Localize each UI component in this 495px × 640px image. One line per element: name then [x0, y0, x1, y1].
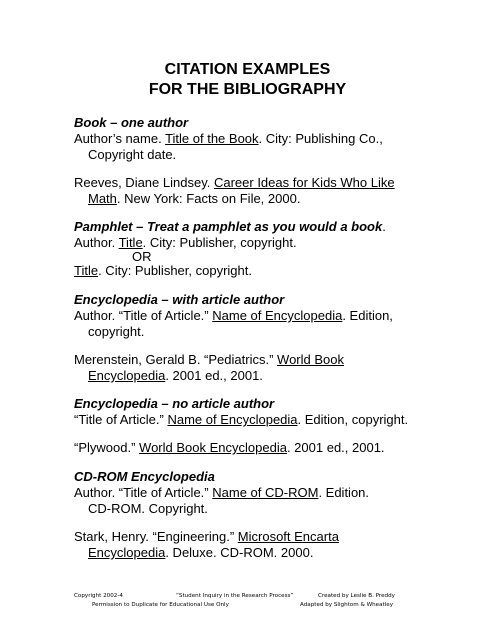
text: . Edition.	[318, 485, 370, 500]
cdrom-format-line2: CD-ROM. Copyright.	[88, 501, 208, 516]
book-example-title: Career Ideas for Kids Who Like	[213, 175, 395, 190]
text: Author. “Title of Article.”	[74, 485, 209, 500]
enc-author-heading: Encyclopedia – with article author	[74, 292, 285, 307]
text: . 2001 ed., 2001.	[165, 368, 263, 383]
text: Author’s name.	[74, 131, 162, 146]
enc-author-example-line1	[74, 352, 344, 368]
text: .	[382, 219, 386, 234]
text: . Deluxe. CD-ROM. 2000.	[165, 545, 314, 560]
enc-author-format-line1	[74, 308, 393, 324]
text: Pamphlet – Treat a pamphlet as you would a book	[74, 219, 383, 234]
enc-noauthor-example	[74, 440, 385, 456]
text: . City: Publishing Co.,	[258, 131, 383, 146]
page-title-line2: FOR THE BIBLIOGRAPHY	[148, 81, 347, 98]
text: Stark, Henry. “Engineering.”	[74, 529, 235, 544]
footer-process: “Student Inquiry in the Research Process”	[176, 593, 294, 599]
enc-noauthor-example-title: World Book Encyclopedia	[139, 440, 287, 455]
footer-copyright: Copyright 2002-4	[74, 593, 123, 599]
text: . Edition,	[342, 308, 393, 323]
enc-author-example-title: World Book	[277, 352, 344, 367]
text: Reeves, Diane Lindsey.	[74, 175, 211, 190]
enc-author-format-line2: copyright.	[88, 324, 145, 339]
enc-noauthor-heading: Encyclopedia – no article author	[74, 396, 275, 411]
book-title-placeholder: Title of the Book	[165, 131, 259, 146]
footer-permission: Permission to Duplicate for Educational Use Only	[92, 602, 229, 608]
enc-author-example-title-cont: Encyclopedia	[88, 368, 166, 383]
book-heading: Book – one author	[74, 115, 189, 130]
pamphlet-title-placeholder-2: Title	[74, 263, 99, 278]
enc-noauthor-format	[74, 412, 408, 428]
pamphlet-title-placeholder: Title	[118, 235, 143, 250]
text: Author.	[74, 235, 116, 250]
pamphlet-heading	[74, 219, 386, 235]
cdrom-heading: CD-ROM Encyclopedia	[74, 469, 215, 484]
enc-author-example-line2	[88, 368, 263, 384]
cdrom-example-line2	[88, 545, 313, 561]
text: . New York: Facts on File, 2000.	[116, 191, 301, 206]
cdrom-example-title-cont: Encyclopedia	[88, 545, 166, 560]
cdrom-format-line1	[74, 485, 369, 501]
cdrom-example-title: Microsoft Encarta	[237, 529, 339, 544]
book-example-title-cont: Math	[88, 191, 117, 206]
book-format-line1	[74, 131, 383, 147]
cdrom-example-line1	[74, 529, 339, 545]
pamphlet-format2	[74, 263, 252, 279]
text: Author. “Title of Article.”	[74, 308, 209, 323]
text: “Plywood.”	[74, 440, 136, 455]
book-format-line2: Copyright date.	[88, 147, 177, 162]
text: . 2001 ed., 2001.	[286, 440, 385, 455]
book-example-line2	[88, 191, 300, 207]
text: . City: Publisher, copyright.	[98, 263, 252, 278]
book-example-line1	[74, 175, 395, 191]
text: . Edition, copyright.	[297, 412, 409, 427]
page-title-line1: CITATION EXAMPLES	[164, 61, 331, 78]
footer-adapted: Adapted by Slightom & Wheatley	[300, 602, 394, 608]
text: . City: Publisher, copyright.	[142, 235, 297, 250]
pamphlet-format1	[74, 235, 297, 251]
text: Merenstein, Gerald B. “Pediatrics.”	[74, 352, 274, 367]
pamphlet-or: OR	[132, 249, 152, 264]
enc-noauthor-name-placeholder: Name of Encyclopedia	[167, 412, 298, 427]
cdrom-name-placeholder: Name of CD-ROM	[212, 485, 319, 500]
enc-name-placeholder: Name of Encyclopedia	[212, 308, 343, 323]
text: “Title of Article.”	[74, 412, 164, 427]
footer-created: Created by Leslie B. Preddy	[318, 593, 395, 599]
